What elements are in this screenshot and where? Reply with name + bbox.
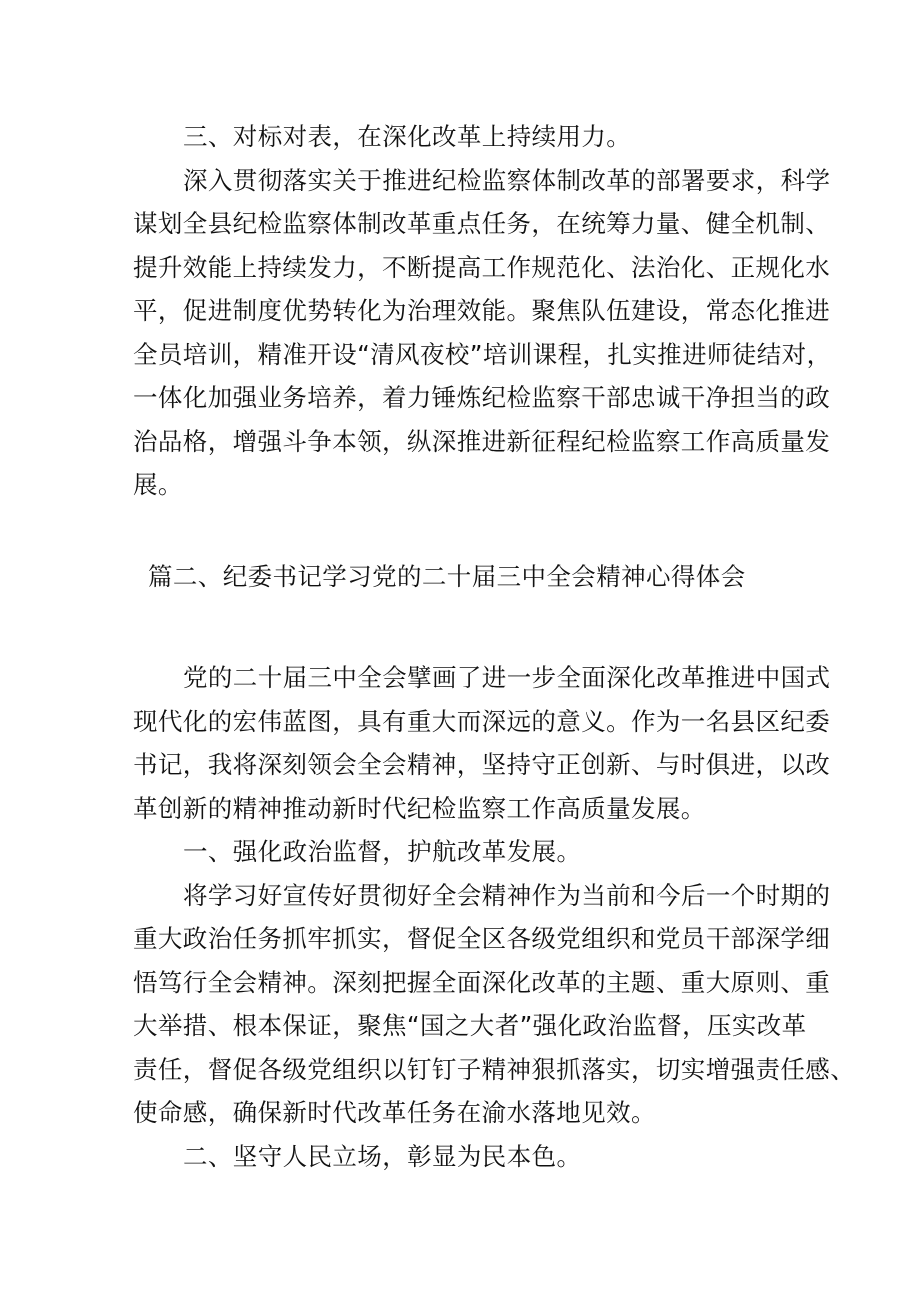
paragraph-line: 全员培训，精准开设“清风夜校”培训课程，扎实推进师徒结对， [133, 340, 832, 369]
paragraph-line: 悟笃行全会精神。深刻把握全面深化改革的主题、重大原则、重 [133, 968, 831, 997]
paragraph-line: 平，促进制度优势转化为治理效能。聚焦队伍建设，常态化推进 [133, 296, 831, 325]
paragraph-line: 治品格，增强斗争本领，纵深推进新征程纪检监察工作高质量发 [133, 427, 831, 456]
intro-line: 书记，我将深刻领会全会精神，坚持守正创新、与时俱进，以改 [133, 750, 831, 779]
article-title: 篇二、纪委书记学习党的二十届三中全会精神心得体会 [148, 562, 746, 591]
paragraph-line: 重大政治任务抓牢抓实，督促全区各级党组织和党员干部深学细 [133, 924, 831, 953]
section-heading-three: 三、对标对表，在深化改革上持续用力。 [183, 122, 632, 151]
section-heading-one: 一、强化政治监督，护航改革发展。 [183, 837, 582, 866]
paragraph-line: 将学习好宣传好贯彻好全会精神作为当前和今后一个时期的 [183, 881, 831, 910]
intro-line: 现代化的宏伟蓝图，具有重大而深远的意义。作为一名县区纪委 [133, 707, 831, 736]
paragraph-line: 大举措、根本保证，聚焦“国之大者”强化政治监督，压实改革 [133, 1011, 807, 1040]
section-heading-two: 二、坚守人民立场，彰显为民本色。 [183, 1142, 582, 1171]
paragraph-line: 一体化加强业务培养，着力锤炼纪检监察干部忠诚干净担当的政 [133, 383, 831, 412]
intro-line: 革创新的精神推动新时代纪检监察工作高质量发展。 [133, 794, 706, 823]
paragraph-line: 深入贯彻落实关于推进纪检监察体制改革的部署要求，科学 [183, 166, 831, 195]
intro-line: 党的二十届三中全会擘画了进一步全面深化改革推进中国式 [183, 663, 831, 692]
paragraph-line: 提升效能上持续发力，不断提高工作规范化、法治化、正规化水 [133, 253, 831, 282]
paragraph-line: 责任，督促各级党组织以钉钉子精神狠抓落实，切实增强责任感、 [133, 1055, 856, 1084]
paragraph-line: 展。 [133, 470, 183, 499]
paragraph-line: 谋划全县纪检监察体制改革重点任务，在统筹力量、健全机制、 [133, 209, 831, 238]
paragraph-line: 使命感，确保新时代改革任务在渝水落地见效。 [133, 1098, 656, 1127]
